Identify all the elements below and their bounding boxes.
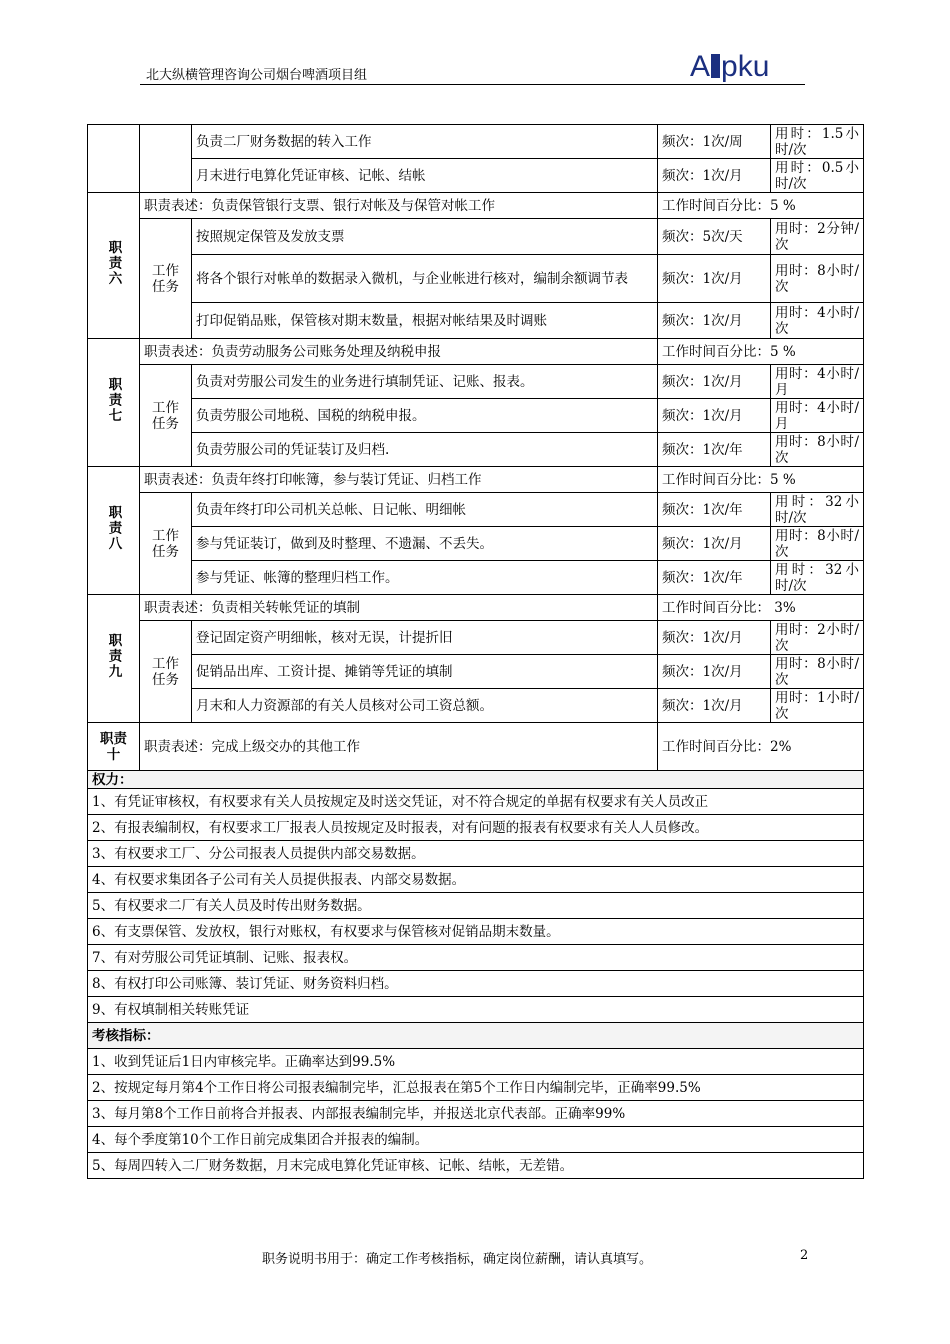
kpi-item: 3、每月第8个工作日前将合并报表、内部报表编制完毕，并报送北京代表部。正确率99% [88, 1101, 864, 1127]
duty-name [88, 723, 140, 771]
task-row [88, 125, 864, 159]
job-description-table [87, 124, 864, 1179]
duty-statement: 职责表述：负责劳动服务公司账务处理及纳税申报 [140, 339, 658, 365]
task-hours: 用时：1.5小时/次 [771, 125, 864, 159]
task-desc: 负责年终打印公司机关总帐、日记帐、明细帐 [192, 493, 658, 527]
task-desc: 负责二厂财务数据的转入工作 [192, 125, 658, 159]
task-row [88, 493, 864, 527]
task-hours: 用时：8小时/次 [771, 255, 864, 303]
list-item [88, 841, 864, 867]
task-hours: 用时：8小时/次 [771, 655, 864, 689]
duty-percent: 工作时间百分比：5 % [658, 467, 864, 493]
page-number: 2 [800, 1248, 809, 1263]
list-item [88, 997, 864, 1023]
list-item [88, 1127, 864, 1153]
list-item [88, 1049, 864, 1075]
duty-name [88, 467, 140, 595]
company-logo [690, 50, 769, 84]
duty-statement-row [88, 595, 864, 621]
task-desc: 负责劳服公司的凭证装订及归档. [192, 433, 658, 467]
task-row [88, 365, 864, 399]
task-frequency: 频次：1次/月 [658, 255, 771, 303]
power-item: 6、有支票保管、发放权，银行对账权，有权要求与保管核对促销品期末数量。 [88, 919, 864, 945]
task-hours: 用时：1小时/次 [771, 689, 864, 723]
duty-name-text: 职责七 [105, 377, 122, 424]
power-item: 2、有报表编制权，有权要求工厂报表人员按规定及时报表，对有问题的报表有权要求有关人人员修改。 [88, 815, 864, 841]
task-row [88, 159, 864, 193]
task-frequency: 频次：1次/年 [658, 433, 771, 467]
task-desc: 月末和人力资源部的有关人员核对公司工资总额。 [192, 689, 658, 723]
kpi-header-row [88, 1023, 864, 1049]
task-hours: 用时：32小时/次 [771, 561, 864, 595]
power-item: 9、有权填制相关转账凭证 [88, 997, 864, 1023]
task-hours: 用时：0.5小时/次 [771, 159, 864, 193]
duty-name-text: 职责八 [105, 505, 122, 552]
list-item [88, 893, 864, 919]
logo-suffix: pku [721, 50, 770, 83]
task-desc: 按照规定保管及发放支票 [192, 219, 658, 255]
duty-statement: 职责表述：完成上级交办的其他工作 [140, 723, 658, 771]
footer-note: 职务说明书用于：确定工作考核指标，确定岗位薪酬，请认真填写。 [262, 1252, 653, 1267]
task-frequency: 频次：1次/月 [658, 527, 771, 561]
task-row [88, 219, 864, 255]
duty-percent: 工作时间百分比：5 % [658, 193, 864, 219]
task-desc: 参与凭证、帐簿的整理归档工作。 [192, 561, 658, 595]
task-frequency: 频次：1次/周 [658, 125, 771, 159]
task-label [140, 621, 192, 723]
duty-statement: 职责表述：负责年终打印帐簿，参与装订凭证、归档工作 [140, 467, 658, 493]
task-hours: 用时：8小时/次 [771, 527, 864, 561]
task-frequency: 频次：5次/天 [658, 219, 771, 255]
power-item: 1、有凭证审核权，有权要求有关人员按规定及时送交凭证，对不符合规定的单据有权要求有关人员改正 [88, 789, 864, 815]
duty-statement: 职责表述：负责保管银行支票、银行对帐及与保管对帐工作 [140, 193, 658, 219]
duty-name [88, 339, 140, 467]
kpi-item: 5、每周四转入二厂财务数据，月末完成电算化凭证审核、记帐、结帐，无差错。 [88, 1153, 864, 1179]
list-item [88, 945, 864, 971]
task-row [88, 433, 864, 467]
kpi-title: 考核指标： [88, 1023, 864, 1049]
list-item [88, 867, 864, 893]
task-hours: 用时：32小时/次 [771, 493, 864, 527]
task-hours: 用时：4小时/月 [771, 365, 864, 399]
list-item [88, 1075, 864, 1101]
list-item [88, 1101, 864, 1127]
task-row [88, 655, 864, 689]
task-label-cont [140, 125, 192, 193]
task-hours: 用时：8小时/次 [771, 433, 864, 467]
header-divider [140, 84, 805, 85]
task-desc: 登记固定资产明细帐，核对无误，计提折旧 [192, 621, 658, 655]
task-row [88, 255, 864, 303]
powers-title: 权力： [88, 771, 864, 789]
task-hours: 用时：2分钟/次 [771, 219, 864, 255]
task-frequency: 频次：1次/月 [658, 365, 771, 399]
task-frequency: 频次：1次/月 [658, 689, 771, 723]
task-desc: 将各个银行对帐单的数据录入微机，与企业帐进行核对，编制余额调节表 [192, 255, 658, 303]
kpi-item: 4、每个季度第10个工作日前完成集团合并报表的编制。 [88, 1127, 864, 1153]
duty-percent: 工作时间百分比： 3% [658, 595, 864, 621]
task-desc: 负责对劳服公司发生的业务进行填制凭证、记账、报表。 [192, 365, 658, 399]
logo-letter: A [690, 50, 711, 83]
task-frequency: 频次：1次/月 [658, 159, 771, 193]
task-row [88, 399, 864, 433]
task-frequency: 频次：1次/月 [658, 621, 771, 655]
duty-name [88, 193, 140, 339]
list-item [88, 815, 864, 841]
task-frequency: 频次：1次/年 [658, 493, 771, 527]
task-frequency: 频次：1次/月 [658, 399, 771, 433]
task-label [140, 365, 192, 467]
task-row [88, 689, 864, 723]
power-item: 8、有权打印公司账簿、装订凭证、财务资料归档。 [88, 971, 864, 997]
task-desc: 促销品出库、工资计提、摊销等凭证的填制 [192, 655, 658, 689]
list-item [88, 789, 864, 815]
task-row [88, 527, 864, 561]
duty-percent: 工作时间百分比：2% [658, 723, 864, 771]
kpi-item: 2、按规定每月第4个工作日将公司报表编制完毕，汇总报表在第5个工作日内编制完毕，正确率99.5% [88, 1075, 864, 1101]
duty-name-text: 职责九 [105, 633, 122, 680]
power-item: 4、有权要求集团各子公司有关人员提供报表、内部交易数据。 [88, 867, 864, 893]
power-item: 7、有对劳服公司凭证填制、记账、报表权。 [88, 945, 864, 971]
kpi-item: 1、收到凭证后1日内审核完毕。正确率达到99.5% [88, 1049, 864, 1075]
duty-head-cont [88, 125, 140, 193]
task-desc: 打印促销品账，保管核对期末数量，根据对帐结果及时调账 [192, 303, 658, 339]
logo-block [711, 54, 720, 78]
duty-statement-row [88, 339, 864, 365]
task-hours: 用时：4小时/次 [771, 303, 864, 339]
task-hours: 用时：4小时/月 [771, 399, 864, 433]
task-row [88, 621, 864, 655]
duty-name-text: 职责六 [105, 240, 122, 287]
task-hours: 用时：2小时/次 [771, 621, 864, 655]
task-label [140, 493, 192, 595]
task-frequency: 频次：1次/月 [658, 655, 771, 689]
task-label-text: 工作任务 [152, 527, 179, 560]
duty-statement: 职责表述：负责相关转帐凭证的填制 [140, 595, 658, 621]
header-company: 北大纵横管理咨询公司烟台啤酒项目组 [146, 68, 368, 83]
power-item: 5、有权要求二厂有关人员及时传出财务数据。 [88, 893, 864, 919]
task-label [140, 219, 192, 339]
task-frequency: 频次：1次/年 [658, 561, 771, 595]
task-frequency: 频次：1次/月 [658, 303, 771, 339]
list-item [88, 1153, 864, 1179]
duty-statement-row [88, 193, 864, 219]
task-label-text: 工作任务 [152, 399, 179, 432]
duty-name [88, 595, 140, 723]
duty-statement-row [88, 467, 864, 493]
task-label-text: 工作任务 [152, 655, 179, 688]
task-desc: 参与凭证装订，做到及时整理、不遗漏、不丢失。 [192, 527, 658, 561]
list-item [88, 919, 864, 945]
task-desc: 月末进行电算化凭证审核、记帐、结帐 [192, 159, 658, 193]
task-label-text: 工作任务 [152, 262, 179, 295]
duty-percent: 工作时间百分比：5 % [658, 339, 864, 365]
task-row [88, 561, 864, 595]
task-row [88, 303, 864, 339]
power-item: 3、有权要求工厂、分公司报表人员提供内部交易数据。 [88, 841, 864, 867]
task-desc: 负责劳服公司地税、国税的纳税申报。 [192, 399, 658, 433]
powers-header-row [88, 771, 864, 789]
duty-statement-row [88, 723, 864, 771]
duty-name-text: 职责十 [100, 730, 127, 763]
list-item [88, 971, 864, 997]
